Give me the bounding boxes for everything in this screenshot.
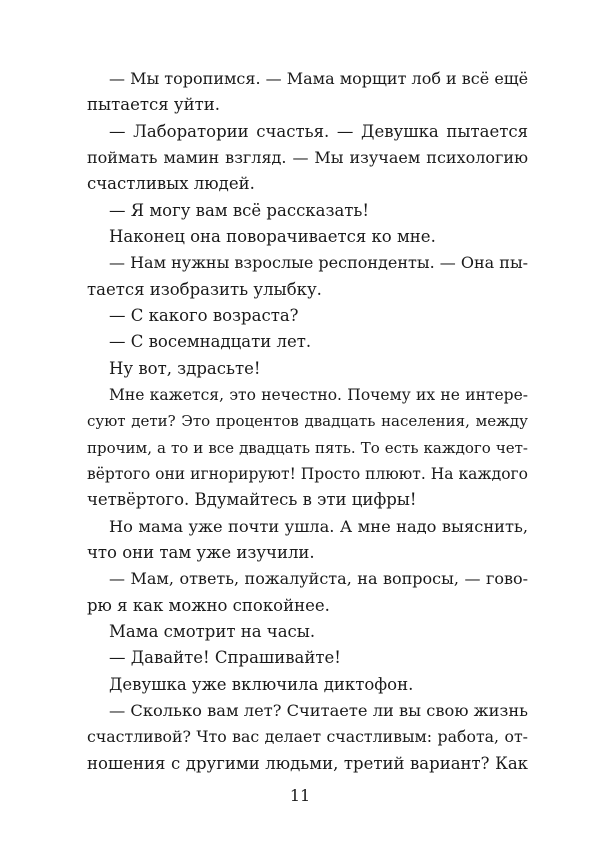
text-line: — Нам нужны взрослые респонденты. — Она пы- (109, 253, 529, 273)
text-line: Наконец она поворачивается ко мне. (109, 226, 436, 246)
text-line: вёртого они игнорируют! Просто плюют. На каждого (87, 464, 528, 483)
text-line: суют дети? Это процентов двадцать населения, между (87, 412, 528, 431)
text-line: что они там уже изучили. (87, 542, 315, 562)
text-line: — С какого возраста? (109, 305, 299, 325)
text-line: — Мы торопимся. — Мама морщит лоб и всё ещё (109, 69, 529, 88)
text-line: Мама смотрит на часы. (109, 621, 316, 641)
text-line: — Сколько вам лет? Считаете ли вы свою жизнь (109, 700, 528, 720)
text-line: Но мама уже почти ушла. А мне надо выяснить, (109, 516, 528, 536)
text-line: счастливых людей. (87, 174, 255, 194)
text-line: тается изобразить улыбку. (87, 279, 322, 299)
text-line: рю я как можно спокойнее. (87, 595, 330, 615)
text-line: Ну вот, здрасьте! (109, 358, 261, 378)
text-line: Девушка уже включила диктофон. (109, 674, 414, 694)
page-number: 11 (289, 786, 311, 805)
text-line: ношения с другими людьми, третий вариант? Как (87, 753, 528, 773)
body-text (87, 66, 528, 777)
text-line: — С восемнадцати лет. (109, 332, 312, 352)
text-line: — Я могу вам всё рассказать! (109, 200, 370, 220)
text-line: — Давайте! Спрашивайте! (109, 648, 341, 668)
text-line: счастливой? Что вас делает счастливым: работа, от- (87, 727, 528, 747)
text-line: поймать мамин взгляд. — Мы изучаем психологию (87, 147, 528, 167)
text-line: — Мам, ответь, пожалуйста, на вопросы, — гово- (109, 569, 528, 589)
text-line: прочим, а то и все двадцать пять. То есть каждого чет- (87, 438, 528, 457)
text-line: четвёртого. Вдумайтесь в эти цифры! (87, 490, 417, 510)
text-line: пытается уйти. (87, 95, 220, 115)
text-line: — Лаборатории счастья. — Девушка пытается (109, 121, 528, 141)
text-line: Мне кажется, это нечестно. Почему их не интере- (109, 385, 528, 404)
